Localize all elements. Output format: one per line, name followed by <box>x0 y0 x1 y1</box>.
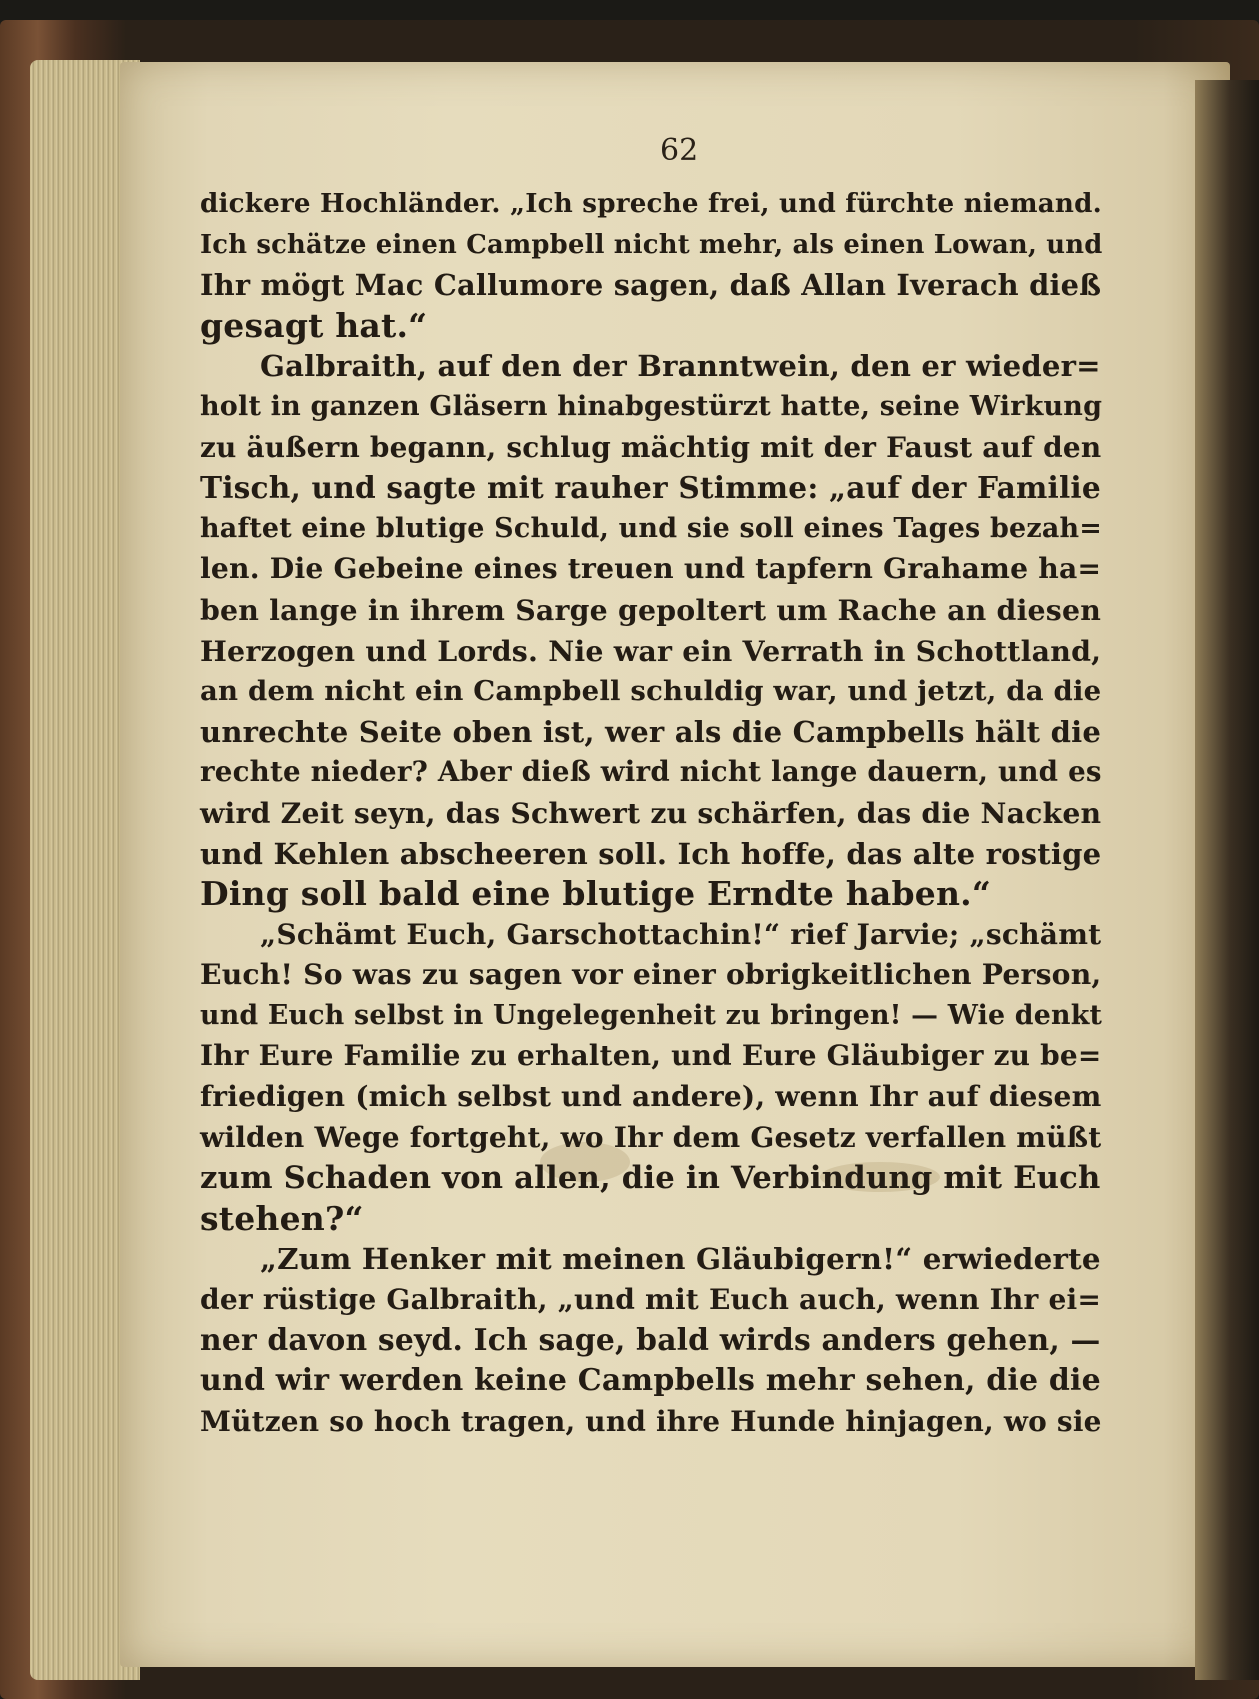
book-gutter <box>1195 80 1259 1680</box>
text-line: und wir werden keine Campbells mehr sehen, die die <box>200 1363 1101 1399</box>
text-line: Ding soll bald eine blutige Erndte haben.“ <box>200 874 992 914</box>
text-line: Ihr Eure Familie zu erhalten, und Eure Gläubiger zu be= <box>200 1039 1102 1073</box>
text-line: gesagt hat.“ <box>200 305 428 345</box>
text-line: haftet eine blutige Schuld, und sie soll eines Tages bezah= <box>200 512 1103 544</box>
text-line: Galbraith, auf den der Branntwein, den er wieder= <box>260 349 1101 384</box>
text-line: und Kehlen abscheeren soll. Ich hoffe, das alte rostige <box>200 836 1102 871</box>
text-line: rechte nieder? Aber dieß wird nicht lange dauern, und es <box>200 755 1102 789</box>
text-line: wilden Wege fortgeht, wo Ihr dem Gesetz verfallen müßt <box>200 1120 1102 1154</box>
text-line: stehen?“ <box>200 1198 364 1238</box>
text-line: holt in ganzen Gläsern hinabgestürzt hatte, seine Wirkung <box>200 390 1103 422</box>
text-line: Ihr mögt Mac Callumore sagen, daß Allan Iverach dieß <box>200 268 1102 303</box>
body-text <box>200 184 1103 1442</box>
text-line: „Schämt Euch, Garschottachin!“ rief Jarvie; „schämt <box>260 917 1102 951</box>
text-line: ben lange in ihrem Sarge gepoltert um Rache an diesen <box>200 592 1102 627</box>
page-number: 62 <box>660 133 699 168</box>
text-line: an dem nicht ein Campbell schuldig war, und jetzt, da die <box>200 675 1102 708</box>
text-line: der rüstige Galbraith, „und mit Euch auch, wenn Ihr ei= <box>200 1283 1102 1317</box>
text-line: zu äußern begann, schlug mächtig mit der Faust auf den <box>200 430 1102 464</box>
text-line: „Zum Henker mit meinen Gläubigern!“ erwiederte <box>260 1241 1101 1277</box>
text-line: wird Zeit seyn, das Schwert zu schärfen, das die Nacken <box>200 795 1102 830</box>
text-line: Mützen so hoch tragen, und ihre Hunde hinjagen, wo sie <box>200 1404 1102 1438</box>
text-line: dickere Hochländer. „Ich spreche frei, und fürchte niemand. <box>200 188 1102 219</box>
text-line: Herzogen und Lords. Nie war ein Verrath in Schottland, <box>200 633 1102 668</box>
text-line: len. Die Gebeine eines treuen und tapfern Grahame ha= <box>200 552 1102 586</box>
text-line: friedigen (mich selbst und andere), wenn Ihr auf diesem <box>200 1080 1102 1114</box>
text-line: zum Schaden von allen, die in Verbindung mit Euch <box>200 1160 1101 1197</box>
text-line: und Euch selbst in Ungelegenheit zu bringen! — Wie denkt <box>200 999 1103 1031</box>
text-line: unrechte Seite oben ist, wer als die Campbells hält die <box>200 714 1102 749</box>
text-line: ner davon seyd. Ich sage, bald wirds anders gehen, — <box>200 1322 1101 1358</box>
text-line: Tisch, und sagte mit rauher Stimme: „auf der Familie <box>200 470 1101 506</box>
text-line: Euch! So was zu sagen vor einer obrigkeitlichen Person, <box>200 958 1102 992</box>
text-line: Ich schätze einen Campbell nicht mehr, als einen Lowan, und <box>200 229 1103 260</box>
